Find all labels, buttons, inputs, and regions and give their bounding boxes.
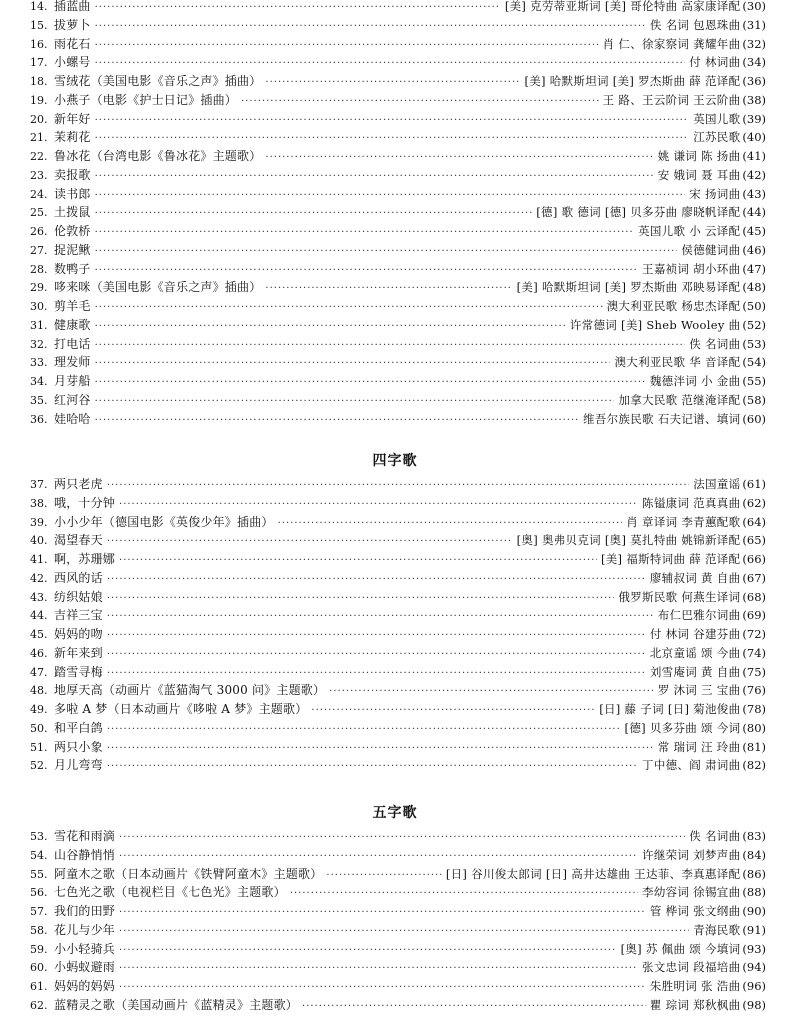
toc-entry[interactable] [30, 755, 766, 775]
toc-entry[interactable] [30, 390, 766, 410]
toc-entry[interactable] [30, 587, 766, 607]
toc-entry[interactable] [30, 474, 766, 494]
page-number: (58) [742, 392, 766, 407]
toc-entry[interactable] [30, 221, 766, 241]
page-number: (39) [742, 111, 766, 126]
song-credits: 姚 谦词 陈 扬曲 [657, 149, 741, 163]
song-title: 新年好 [54, 111, 91, 126]
page-number: (98) [742, 997, 766, 1012]
entry-number: 33. [30, 356, 48, 370]
entry-number: 50. [30, 721, 48, 735]
song-credits: 俄罗斯民歌 何燕生译词 [618, 589, 741, 604]
page-number: (78) [742, 702, 766, 716]
page-number: (38) [742, 92, 766, 107]
song-title: 月儿弯弯 [54, 758, 103, 773]
song-credits: 王嘉祯词 胡小环曲 [642, 261, 741, 276]
song-credits: 魏德泮词 小 金曲 [649, 374, 741, 388]
page-number: (52) [742, 317, 766, 332]
song-credits: [奥] 奥弗贝克词 [奥] 莫扎特曲 姚锦新译配 [516, 533, 741, 548]
page-number: (47) [742, 261, 766, 276]
page-number: (45) [742, 224, 766, 238]
entry-number: 48. [30, 684, 48, 698]
toc-entry[interactable] [30, 296, 766, 316]
song-title: 剪羊毛 [54, 299, 91, 313]
song-credits: 丁中德、阎 肃词曲 [642, 758, 741, 773]
song-credits: 肖 章译词 李青蕙配歌 [626, 514, 741, 529]
song-title: 地厚天高（动画片《蓝猫淘气 3000 问》主题歌） [54, 683, 326, 698]
song-title: 山谷静悄悄 [54, 847, 116, 862]
page-number: (67) [742, 570, 766, 585]
song-title: 小小轻骑兵 [54, 941, 116, 956]
toc-entry[interactable] [30, 277, 766, 297]
song-credits: 澳大利亚民歌 华 音译配 [614, 355, 741, 370]
entry-number: 58. [30, 923, 48, 937]
page-number: (50) [742, 299, 766, 313]
song-title: 茉莉花 [54, 130, 91, 145]
toc-entry[interactable] [30, 530, 766, 550]
entry-number: 43. [30, 590, 48, 604]
toc-entry[interactable] [30, 90, 766, 110]
entry-number: 23. [30, 168, 48, 182]
entry-number: 45. [30, 628, 48, 641]
song-title: 土拨鼠 [54, 205, 91, 220]
song-title: 伦敦桥 [54, 224, 91, 238]
toc-entry[interactable] [30, 680, 766, 700]
song-credits: 刘雪庵词 黄 自曲 [649, 664, 741, 679]
song-title: 踏雪寻梅 [54, 664, 103, 679]
page-number: (69) [742, 608, 766, 623]
song-title: 卖报歌 [54, 167, 91, 182]
song-credits: 陈镒康词 范真真曲 [642, 495, 741, 510]
entry-number: 55. [30, 867, 48, 881]
song-title: 两只小象 [54, 739, 103, 754]
page-number: (64) [742, 514, 766, 529]
dot-leader [95, 411, 579, 431]
entry-number: 24. [30, 187, 48, 201]
entry-number: 47. [30, 665, 48, 679]
toc-entry[interactable] [30, 901, 766, 921]
entry-number: 44. [30, 609, 48, 623]
toc-entry[interactable] [30, 184, 766, 204]
entry-number: 28. [30, 262, 48, 276]
song-title: 插蓝曲 [54, 0, 91, 13]
song-title: 和平白鸽 [54, 720, 103, 735]
song-credits: 瞿 琮词 郑秋枫曲 [649, 997, 741, 1012]
song-credits: 加拿大民歌 范继淹译配 [618, 392, 741, 407]
song-credits: 布仁巴雅尔词曲 [657, 608, 741, 623]
toc-entry[interactable] [30, 71, 766, 91]
page-number: (46) [742, 242, 766, 257]
toc-entry[interactable] [30, 52, 766, 72]
toc-entry[interactable] [30, 202, 766, 222]
page-number: (91) [742, 922, 766, 937]
section-heading: 五字歌 [372, 805, 418, 821]
page-number: (65) [742, 533, 766, 548]
song-title: 多啦 A 梦（日本动画片《哆啦 A 梦》主题歌） [54, 702, 308, 716]
song-credits: [德] 歌 德词 [德] 贝多芬曲 廖晓帆译配 [536, 205, 741, 220]
song-title: 妈妈的吻 [54, 627, 103, 641]
toc-entry[interactable] [30, 864, 766, 884]
entry-number: 18. [30, 75, 48, 88]
toc-entry[interactable] [30, 737, 766, 757]
song-credits: 青海民歌 [693, 922, 741, 937]
toc-entry[interactable] [30, 0, 766, 16]
entry-number: 36. [30, 412, 48, 426]
song-title: 我们的田野 [54, 904, 116, 918]
entry-number: 14. [30, 0, 48, 13]
toc-entry[interactable] [30, 34, 766, 54]
entry-number: 62. [30, 998, 48, 1012]
toc-entry[interactable] [30, 109, 766, 129]
section-heading: 四字歌 [372, 453, 418, 469]
toc-entry[interactable] [30, 15, 766, 35]
toc-entry[interactable] [30, 259, 766, 279]
song-title: 鲁冰花（台湾电影《鲁冰花》主题歌） [54, 149, 262, 163]
toc-entry[interactable] [30, 165, 766, 185]
page-number: (30) [742, 0, 766, 13]
song-credits: [奥] 苏 佩曲 颂 今填词 [620, 941, 741, 956]
entry-number: 46. [30, 646, 48, 660]
song-credits: 宋 扬词曲 [689, 186, 741, 201]
page-number: (54) [742, 355, 766, 370]
toc-entry[interactable] [30, 315, 766, 335]
song-credits: 付 林词 谷建芬曲 [649, 627, 741, 641]
song-credits: 付 林词曲 [689, 55, 741, 70]
song-credits: 法国童谣 [693, 477, 741, 491]
toc-entry[interactable] [30, 882, 766, 902]
entry-number: 52. [30, 759, 48, 773]
entry-number: 40. [30, 534, 48, 548]
toc-entry[interactable] [30, 549, 766, 569]
toc-entry[interactable] [30, 957, 766, 977]
song-title: 数鸭子 [54, 261, 91, 276]
entry-number: 35. [30, 393, 48, 407]
toc-entry[interactable] [30, 920, 766, 940]
song-credits: 英国儿歌 [693, 111, 741, 126]
song-credits: [德] 贝多芬曲 颂 今词 [624, 720, 741, 735]
song-title: 蓝精灵之歌（美国动画片《蓝精灵》主题歌） [54, 997, 299, 1012]
page-number: (31) [742, 17, 766, 32]
entry-number: 29. [30, 281, 48, 295]
song-title: 小螺号 [54, 55, 91, 70]
entry-number: 34. [30, 375, 48, 388]
toc-entry[interactable] [30, 845, 766, 865]
entry-number: 26. [30, 225, 48, 238]
song-title: 新年来到 [54, 645, 103, 660]
page-number: (83) [742, 829, 766, 843]
page-number: (66) [742, 552, 766, 566]
toc-entry[interactable] [30, 662, 766, 682]
song-title: 七色光之歌（电视栏目《七色光》主题歌） [54, 885, 286, 900]
entry-number: 38. [30, 496, 48, 510]
page-number: (55) [742, 374, 766, 388]
song-credits: [美] 哈默斯坦词 [美] 罗杰斯曲 薛 范译配 [524, 74, 741, 88]
song-credits: [美] 哈默斯坦词 [美] 罗杰斯曲 邓映易译配 [516, 280, 741, 295]
dot-leader [107, 757, 638, 777]
song-title: 纺织姑娘 [54, 589, 103, 604]
toc-entry[interactable] [30, 718, 766, 738]
song-title: 西风的话 [54, 570, 103, 585]
entry-number: 17. [30, 56, 48, 70]
page-number: (80) [742, 720, 766, 735]
song-title: 捉泥鳅 [54, 242, 91, 257]
page-number: (72) [742, 627, 766, 641]
song-title: 小小少年（德国电影《英俊少年》插曲） [54, 514, 274, 529]
song-credits: 佚 名词曲 [689, 829, 741, 843]
toc-entry[interactable] [30, 939, 766, 959]
entry-number: 56. [30, 886, 48, 900]
page-number: (93) [742, 941, 766, 956]
entry-number: 37. [30, 478, 48, 491]
song-credits: 廖辅叔词 黄 自曲 [649, 570, 741, 585]
song-title: 哦，十分钟 [54, 495, 116, 510]
toc-entry[interactable] [30, 240, 766, 260]
song-title: 两只老虎 [54, 477, 103, 491]
page-number: (74) [742, 645, 766, 660]
entry-number: 15. [30, 18, 48, 32]
toc-entry[interactable] [30, 493, 766, 513]
song-credits: [美] 福斯特词曲 薛 范译配 [600, 552, 741, 566]
song-credits: 王 路、王云阶词 王云阶曲 [602, 92, 741, 107]
toc-entry[interactable] [30, 699, 766, 719]
song-title: 妈妈的妈妈 [54, 979, 116, 993]
entry-number: 51. [30, 740, 48, 754]
song-title: 雪绒花（美国电影《音乐之声》插曲） [54, 74, 262, 88]
dot-leader [302, 997, 646, 1017]
song-title: 雨花石 [54, 36, 91, 51]
page-number: (84) [742, 847, 766, 862]
song-title: 红河谷 [54, 392, 91, 407]
page-number: (44) [742, 205, 766, 220]
song-title: 读书郎 [54, 186, 91, 201]
entry-number: 22. [30, 150, 48, 163]
entry-number: 27. [30, 243, 48, 257]
entry-number: 30. [30, 300, 48, 313]
toc-entry[interactable] [30, 127, 766, 147]
song-credits: 澳大利亚民歌 杨忠杰译配 [606, 299, 741, 313]
entry-number: 57. [30, 905, 48, 918]
entry-number: 32. [30, 337, 48, 351]
page-number: (41) [742, 149, 766, 163]
entry-number: 20. [30, 112, 48, 126]
page-number: (81) [742, 739, 766, 754]
song-title: 啊，苏珊娜 [54, 552, 116, 566]
song-credits: 李幼容词 徐锡宜曲 [642, 885, 741, 900]
page-number: (86) [742, 866, 766, 881]
entry-number: 49. [30, 703, 48, 716]
entry-number: 42. [30, 571, 48, 585]
song-credits: 安 娥词 聂 耳曲 [657, 167, 741, 182]
song-title: 打电话 [54, 336, 91, 351]
toc-entry[interactable] [30, 605, 766, 625]
entry-number: 41. [30, 553, 48, 566]
song-title: 健康歌 [54, 317, 91, 332]
song-credits: 肖 仁、徐家察词 龚耀年曲 [602, 36, 741, 51]
song-credits: [美] 克劳蒂亚斯词 [美] 哥伦特曲 高家康译配 [504, 0, 741, 13]
song-title: 哆来咪（美国电影《音乐之声》插曲） [54, 280, 262, 295]
song-credits: 江苏民歌 [693, 130, 741, 145]
toc-entry[interactable] [30, 371, 766, 391]
entry-number: 16. [30, 37, 48, 51]
page-number: (75) [742, 664, 766, 679]
toc-entry[interactable] [30, 512, 766, 532]
page-number: (42) [742, 167, 766, 182]
song-credits: 许常德词 [美] Sheb Wooley 曲 [569, 317, 741, 332]
toc-entry[interactable] [30, 826, 766, 846]
page-number: (88) [742, 885, 766, 900]
song-title: 理发师 [54, 355, 91, 370]
song-credits: 常 瑞词 汪 玲曲 [657, 739, 741, 754]
song-credits: 管 桦词 张文纲曲 [649, 904, 741, 918]
song-credits: [日] 谷川俊太郎词 [日] 高井达雄曲 王达菲、李真惠译配 [445, 866, 741, 881]
song-title: 阿童木之歌（日本动画片《铁臂阿童木》主题歌） [54, 866, 323, 881]
entry-number: 59. [30, 942, 48, 956]
song-title: 小燕子（电影《护士日记》插曲） [54, 92, 238, 107]
entry-number: 21. [30, 131, 48, 145]
toc-entry[interactable] [30, 995, 766, 1015]
page-number: (61) [742, 477, 766, 491]
entry-number: 61. [30, 980, 48, 993]
song-title: 渴望春天 [54, 533, 103, 548]
song-credits: 维吾尔族民歌 石夫记谱、填词 [583, 411, 741, 426]
entry-number: 54. [30, 848, 48, 862]
page-number: (32) [742, 36, 766, 51]
song-title: 拔萝卜 [54, 17, 91, 32]
song-title: 月芽船 [54, 374, 91, 388]
song-credits: 朱胜明词 张 浩曲 [649, 979, 741, 993]
page-number: (53) [742, 336, 766, 351]
song-credits: 佚 名词曲 [689, 336, 741, 351]
song-credits: 英国儿歌 小 云译配 [638, 224, 741, 238]
page-number: (62) [742, 495, 766, 510]
page-number: (90) [742, 904, 766, 918]
song-title: 花儿与少年 [54, 922, 116, 937]
page-number: (43) [742, 186, 766, 201]
page-number: (36) [742, 74, 766, 88]
page-number: (60) [742, 411, 766, 426]
entry-number: 60. [30, 961, 48, 975]
page-number: (34) [742, 55, 766, 70]
toc-entry[interactable] [30, 624, 766, 644]
song-credits: 佚 名词 包恩珠曲 [649, 17, 741, 32]
song-credits: 侯德健词曲 [681, 242, 741, 257]
song-credits: 罗 沐词 三 宝曲 [657, 683, 741, 698]
song-credits: [日] 藤 子词 [日] 菊池俊曲 [599, 702, 741, 716]
toc-entry[interactable] [30, 568, 766, 588]
toc-entry[interactable] [30, 352, 766, 372]
song-title: 娃哈哈 [54, 411, 91, 426]
entry-number: 53. [30, 830, 48, 843]
song-credits: 北京童谣 颂 今曲 [649, 645, 741, 660]
entry-number: 39. [30, 515, 48, 529]
entry-number: 31. [30, 318, 48, 332]
toc-entry[interactable] [30, 146, 766, 166]
toc-entry[interactable] [30, 976, 766, 996]
toc-entry[interactable] [30, 643, 766, 663]
page-number: (94) [742, 960, 766, 975]
song-credits: 张文忠词 段福培曲 [642, 960, 741, 975]
entry-number: 25. [30, 206, 48, 220]
toc-entry[interactable] [30, 334, 766, 354]
page-number: (68) [742, 589, 766, 604]
song-title: 小蚂蚁避雨 [54, 960, 116, 975]
page-number: (40) [742, 130, 766, 145]
page-number: (48) [742, 280, 766, 295]
page-number: (82) [742, 758, 766, 773]
song-title: 雪花和雨滴 [54, 829, 116, 843]
song-credits: 许继荣词 刘梦声曲 [642, 847, 741, 862]
entry-number: 19. [30, 93, 48, 107]
page-number: (96) [742, 979, 766, 993]
page-number: (76) [742, 683, 766, 698]
song-title: 吉祥三宝 [54, 608, 103, 623]
toc-entry[interactable] [30, 409, 766, 429]
